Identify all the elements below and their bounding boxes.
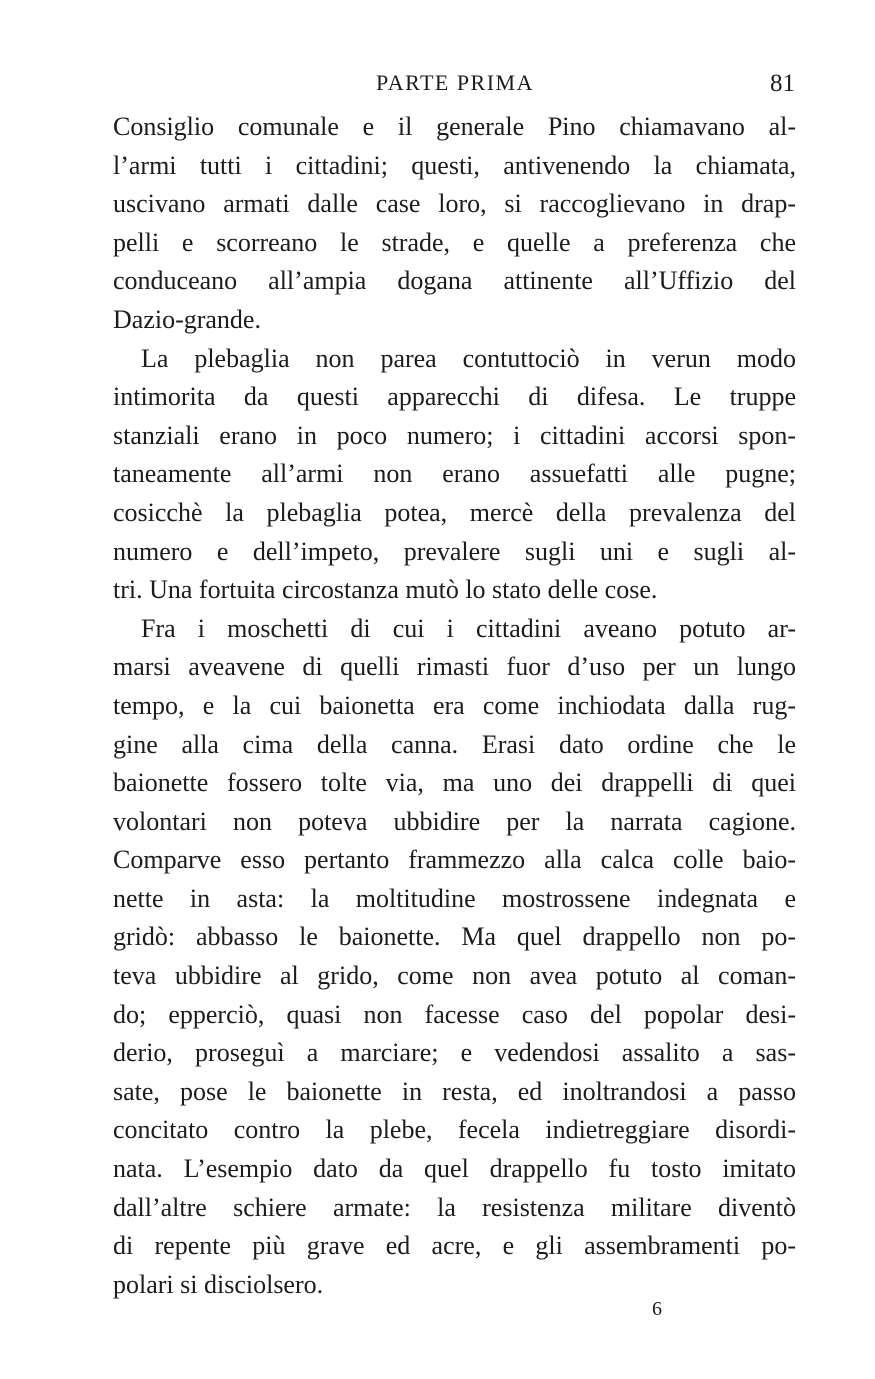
text-line: conduceano all’ampia dogana attinente all’Uffizio del: [113, 266, 796, 296]
text-line: polari si disciolsero.: [113, 1269, 324, 1299]
text-line: do; epperciò, quasi non facesse caso del popolar desi-: [113, 999, 796, 1029]
text-line: derio, proseguì a marciare; e vedendosi assalito a sas-: [113, 1038, 796, 1068]
body-text: [113, 108, 796, 1304]
page-header: [115, 70, 795, 104]
text-line: gridò: abbasso le baionette. Ma quel drappello non po-: [113, 922, 796, 952]
text-line: gine alla cima della canna. Erasi dato ordine che le: [113, 729, 796, 759]
text-line: La plebaglia non parea contuttociò in verun modo: [141, 343, 796, 373]
signature-mark: 6: [652, 1298, 662, 1320]
text-line: volontari non poteva ubbidire per la narrata cagione.: [113, 806, 796, 836]
text-line: stanziali erano in poco numero; i cittadini accorsi spon-: [113, 420, 796, 450]
text-line: teva ubbidire al grido, come non avea potuto al coman-: [113, 961, 796, 991]
page-number: 81: [770, 70, 795, 97]
text-line: Comparve esso pertanto frammezzo alla calca colle baio-: [113, 845, 796, 875]
text-line: pelli e scorreano le strade, e quelle a preferenza che: [113, 227, 796, 257]
text-line: tempo, e la cui baionetta era come inchiodata dalla rug-: [113, 690, 796, 720]
text-line: nette in asta: la moltitudine mostrossene indegnata e: [113, 883, 796, 913]
text-line: concitato contro la plebe, fecela indietreggiare disordi-: [113, 1115, 796, 1145]
text-line: numero e dell’impeto, prevalere sugli uni e sugli al-: [113, 536, 796, 566]
text-line: nata. L’esempio dato da quel drappello fu tosto imitato: [113, 1154, 796, 1184]
text-line: taneamente all’armi non erano assuefatti alle pugne;: [113, 459, 796, 489]
text-line: tri. Una fortuita circostanza mutò lo stato delle cose.: [113, 575, 658, 605]
text-line: di repente più grave ed acre, e gli assembramenti po-: [113, 1231, 796, 1261]
text-line: uscivano armati dalle case loro, si raccoglievano in drap-: [113, 189, 796, 219]
text-line: marsi aveavene di quelli rimasti fuor d’uso per un lungo: [113, 652, 796, 682]
text-line: sate, pose le baionette in resta, ed inoltrandosi a passo: [113, 1076, 796, 1106]
text-line: cosicchè la plebaglia potea, mercè della prevalenza del: [113, 497, 796, 527]
text-line: dall’altre schiere armate: la resistenza militare diventò: [113, 1192, 796, 1222]
text-line: Fra i moschetti di cui i cittadini aveano potuto ar-: [141, 613, 796, 643]
text-line: l’armi tutti i cittadini; questi, antivenendo la chiamata,: [113, 150, 796, 180]
running-title: PARTE PRIMA: [375, 70, 535, 95]
text-line: intimorita da questi apparecchi di difesa. Le truppe: [113, 382, 796, 412]
text-line: Consiglio comunale e il generale Pino chiamavano al-: [113, 112, 796, 141]
text-line: Dazio-grande.: [113, 304, 261, 334]
text-line: baionette fossero tolte via, ma uno dei drappelli di quei: [113, 768, 796, 798]
